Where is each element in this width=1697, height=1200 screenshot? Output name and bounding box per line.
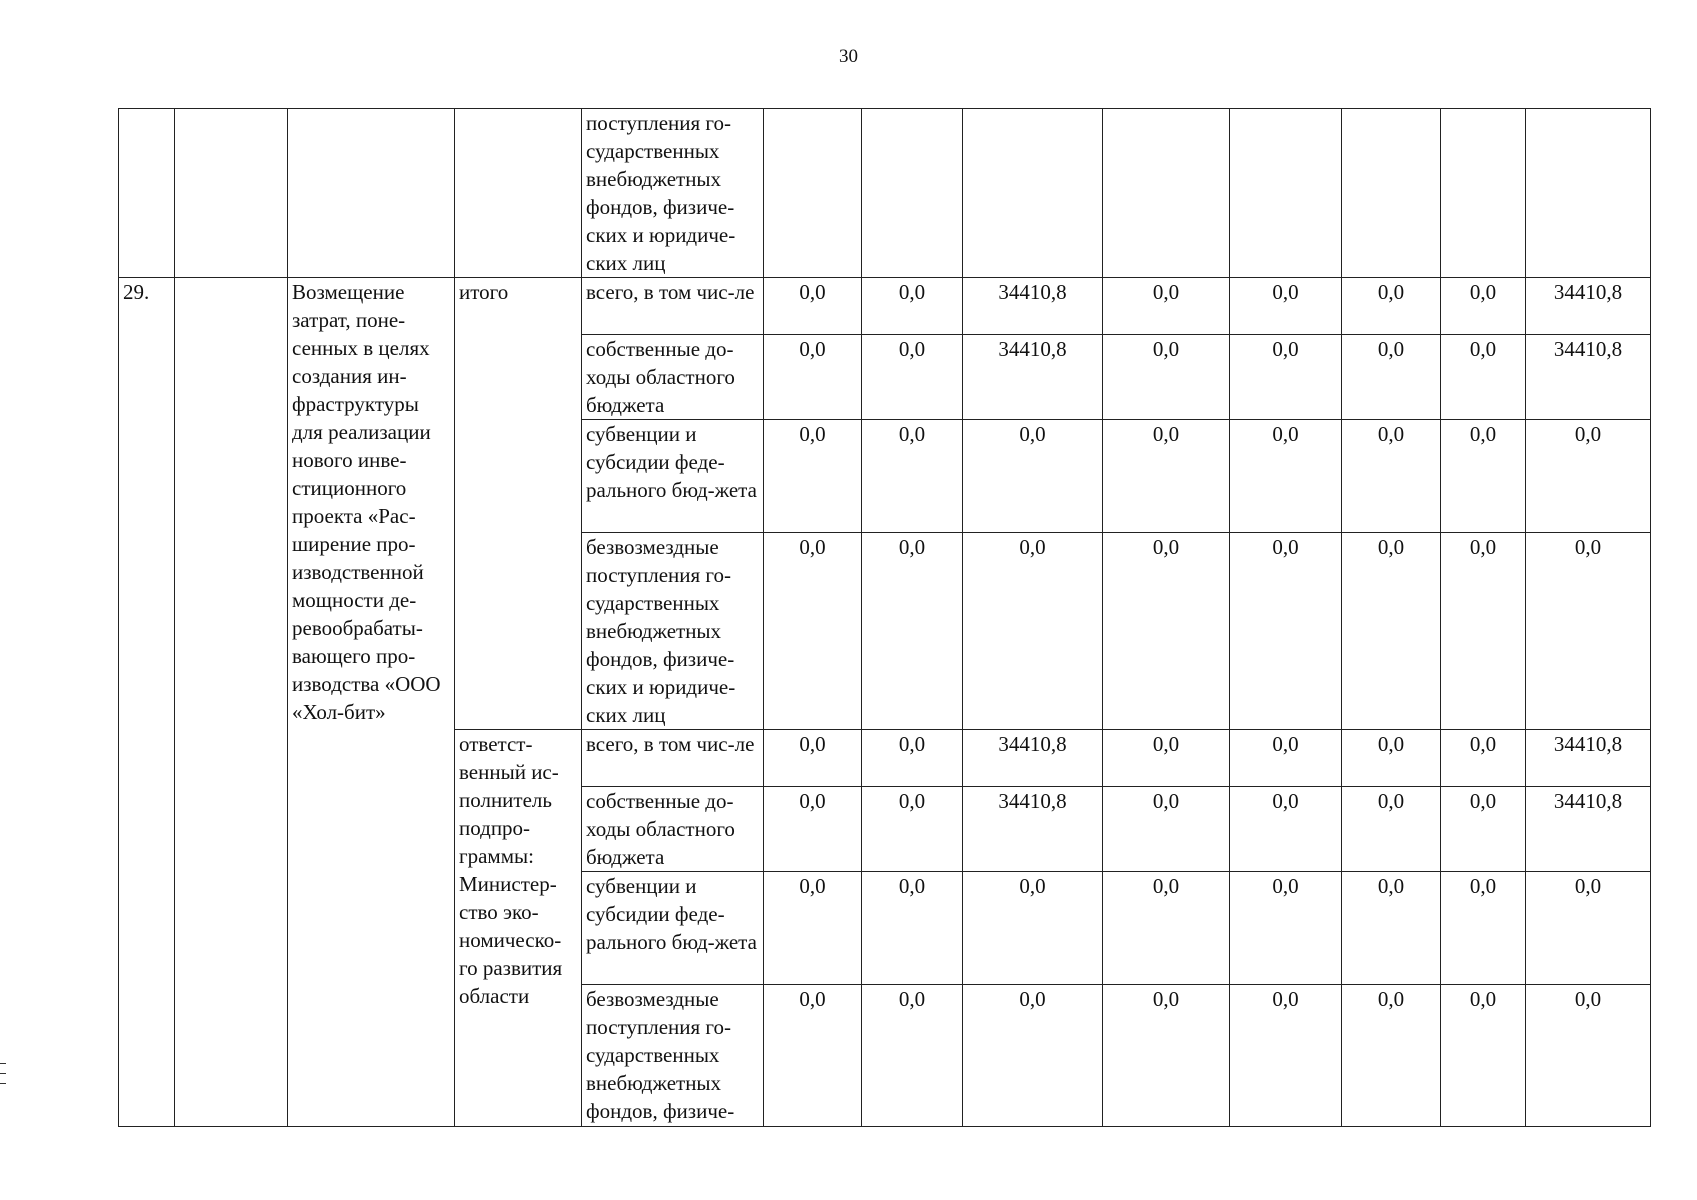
value-cell: 0,0	[1342, 278, 1441, 335]
value-cell	[1103, 109, 1230, 278]
value-cell	[963, 109, 1103, 278]
subprogram-cell	[175, 109, 288, 278]
scan-mark	[0, 1073, 6, 1074]
executor-cell: ответст-венный ис-полнитель подпро-граммы: Министер-ство эко-номическо-го развития области	[455, 730, 582, 1127]
value-cell	[764, 109, 862, 278]
value-cell: 0,0	[1441, 730, 1526, 787]
value-cell: 34410,8	[963, 787, 1103, 872]
value-cell: 0,0	[1342, 985, 1441, 1127]
value-cell: 0,0	[1441, 335, 1526, 420]
value-cell: 0,0	[1103, 278, 1230, 335]
page-number: 30	[839, 46, 858, 67]
value-cell: 0,0	[764, 787, 862, 872]
value-cell: 0,0	[1230, 787, 1342, 872]
scan-mark	[0, 1083, 6, 1084]
scan-mark	[0, 1063, 6, 1064]
value-cell: 0,0	[1103, 985, 1230, 1127]
value-cell: 0,0	[1441, 985, 1526, 1127]
value-cell: 0,0	[1441, 420, 1526, 533]
value-cell: 34410,8	[1526, 335, 1651, 420]
row-number-cell: 29.	[119, 278, 175, 1127]
value-cell: 0,0	[1230, 985, 1342, 1127]
executor-cell	[455, 109, 582, 278]
value-cell: 0,0	[1230, 872, 1342, 985]
value-cell: 0,0	[1342, 730, 1441, 787]
value-cell: 0,0	[1103, 533, 1230, 730]
subprogram-cell	[175, 278, 288, 1127]
value-cell: 0,0	[862, 787, 963, 872]
value-cell: 0,0	[862, 278, 963, 335]
funding-source-cell: субвенции и субсидии феде-рального бюд-жета	[582, 872, 764, 985]
value-cell: 0,0	[1342, 872, 1441, 985]
value-cell: 0,0	[862, 420, 963, 533]
value-cell: 34410,8	[963, 278, 1103, 335]
value-cell	[1526, 109, 1651, 278]
funding-source-cell: поступления го-сударственных внебюджетных фондов, физиче-ских и юридиче-ских лиц	[582, 109, 764, 278]
event-name-cell	[288, 109, 455, 278]
value-cell: 0,0	[1103, 335, 1230, 420]
value-cell: 0,0	[1103, 420, 1230, 533]
funding-source-cell: всего, в том чис-ле	[582, 278, 764, 335]
value-cell: 0,0	[764, 533, 862, 730]
value-cell: 0,0	[764, 730, 862, 787]
value-cell: 0,0	[1526, 872, 1651, 985]
value-cell: 0,0	[1230, 335, 1342, 420]
budget-table	[118, 108, 1651, 1127]
value-cell: 0,0	[1103, 872, 1230, 985]
value-cell: 0,0	[963, 533, 1103, 730]
funding-source-cell: собственные до-ходы областного бюджета	[582, 335, 764, 420]
value-cell: 0,0	[862, 533, 963, 730]
value-cell: 34410,8	[1526, 787, 1651, 872]
value-cell: 34410,8	[963, 335, 1103, 420]
value-cell: 0,0	[1441, 278, 1526, 335]
funding-source-cell: собственные до-ходы областного бюджета	[582, 787, 764, 872]
funding-source-cell: всего, в том чис-ле	[582, 730, 764, 787]
value-cell: 34410,8	[1526, 278, 1651, 335]
value-cell: 0,0	[862, 985, 963, 1127]
value-cell: 0,0	[764, 335, 862, 420]
value-cell: 0,0	[1526, 985, 1651, 1127]
funding-source-cell: безвозмездные поступления го-сударственных внебюджетных фондов, физиче-ских и юридиче-ских лиц	[582, 533, 764, 730]
value-cell	[1342, 109, 1441, 278]
value-cell: 0,0	[1230, 420, 1342, 533]
event-name-cell: Возмещение затрат, поне-сенных в целях создания ин-фраструктуры для реализации нового инве-стиционного проекта «Рас-ширение про-изводственной мощности де-ревообрабаты-вающего про-изводства «ООО «Хол-бит»	[288, 278, 455, 1127]
value-cell: 0,0	[1230, 730, 1342, 787]
value-cell: 0,0	[1342, 787, 1441, 872]
value-cell: 0,0	[1103, 730, 1230, 787]
funding-source-cell: безвозмездные поступления го-сударственных внебюджетных фондов, физиче-	[582, 985, 764, 1127]
value-cell: 0,0	[862, 335, 963, 420]
funding-source-cell: субвенции и субсидии феде-рального бюд-жета	[582, 420, 764, 533]
value-cell: 0,0	[1526, 533, 1651, 730]
executor-cell: итого	[455, 278, 582, 730]
row-number-cell	[119, 109, 175, 278]
value-cell: 0,0	[1230, 278, 1342, 335]
value-cell: 0,0	[963, 985, 1103, 1127]
value-cell: 0,0	[862, 872, 963, 985]
value-cell: 0,0	[764, 278, 862, 335]
value-cell	[1441, 109, 1526, 278]
value-cell: 0,0	[1441, 533, 1526, 730]
value-cell: 0,0	[1230, 533, 1342, 730]
value-cell: 0,0	[764, 872, 862, 985]
value-cell: 0,0	[1441, 787, 1526, 872]
table-row-continuation	[119, 109, 1651, 278]
value-cell	[862, 109, 963, 278]
value-cell: 0,0	[1103, 787, 1230, 872]
value-cell: 34410,8	[963, 730, 1103, 787]
value-cell: 0,0	[1342, 533, 1441, 730]
value-cell: 0,0	[1526, 420, 1651, 533]
value-cell: 34410,8	[1526, 730, 1651, 787]
value-cell: 0,0	[963, 872, 1103, 985]
value-cell: 0,0	[1342, 335, 1441, 420]
value-cell: 0,0	[862, 730, 963, 787]
table-row	[119, 278, 1651, 335]
value-cell: 0,0	[1342, 420, 1441, 533]
value-cell: 0,0	[764, 985, 862, 1127]
value-cell: 0,0	[764, 420, 862, 533]
value-cell: 0,0	[963, 420, 1103, 533]
value-cell: 0,0	[1441, 872, 1526, 985]
value-cell	[1230, 109, 1342, 278]
